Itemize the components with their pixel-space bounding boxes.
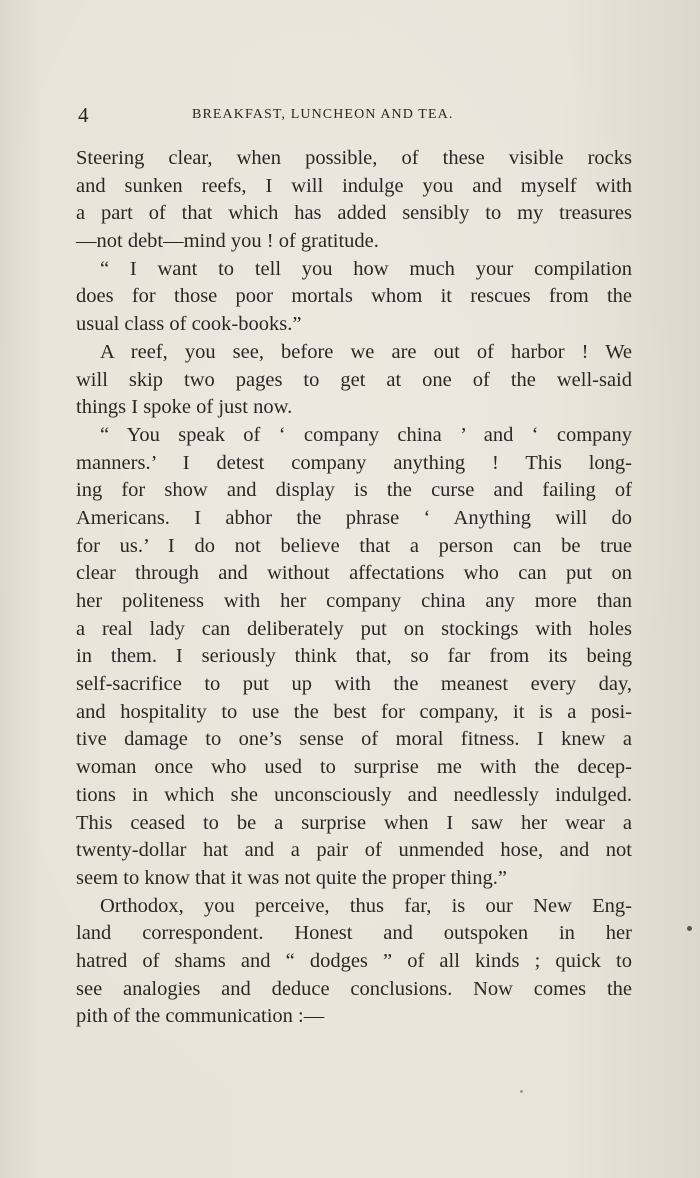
text-line: “ You speak of ‘ company china ’ and ‘ company — [100, 423, 632, 446]
text-line: a real lady can deliberately put on stockings with holes — [76, 617, 632, 640]
text-line: does for those poor mortals whom it rescues from the — [76, 285, 632, 308]
text-line: A reef, you see, before we are out of harbor ! We — [100, 340, 632, 363]
text-line: her politeness with her company china any more than — [76, 590, 632, 612]
text-line: tive damage to one’s sense of moral fitness. I knew a — [76, 728, 632, 751]
text-line: in them. I seriously think that, so far from its being — [76, 645, 632, 668]
text-line: clear through and without affectations who can put on — [76, 562, 632, 585]
ink-speck — [520, 1090, 523, 1093]
text-line: Steering clear, when possible, of these visible rocks — [76, 147, 632, 169]
text-line: seem to know that it was not quite the proper thing.” — [76, 866, 507, 889]
text-line: land correspondent. Honest and outspoken in her — [76, 922, 632, 945]
text-line: twenty-dollar hat and a pair of unmended hose, and not — [76, 839, 632, 862]
text-line: a part of that which has added sensibly to my treasures — [76, 202, 632, 225]
text-line: Orthodox, you perceive, thus far, is our New Eng- — [100, 894, 632, 917]
page-number: 4 — [78, 103, 89, 127]
body-text — [76, 145, 632, 1031]
text-line: tions in which she unconsciously and needlessly indulged. — [76, 783, 632, 806]
text-line: ing for show and display is the curse and failing of — [76, 479, 632, 502]
text-line: usual class of cook-books.” — [76, 313, 302, 336]
text-line: “ I want to tell you how much your compilation — [100, 257, 632, 280]
text-line: manners.’ I detest company anything ! This long- — [76, 451, 632, 474]
text-line: hatred of shams and “ dodges ” of all kinds ; quick to — [76, 949, 632, 972]
text-line: for us.’ I do not believe that a person can be true — [76, 534, 632, 557]
text-line: and hospitality to use the best for company, it is a posi- — [76, 700, 632, 723]
page-header — [78, 103, 634, 127]
text-line: woman once who used to surprise me with the decep- — [76, 756, 632, 779]
text-line: will skip two pages to get at one of the well-said — [76, 368, 632, 391]
running-title: BREAKFAST, LUNCHEON AND TEA. — [192, 107, 454, 122]
text-line: and sunken reefs, I will indulge you and myself with — [76, 174, 632, 197]
text-line: self-sacrifice to put up with the meanest every day, — [76, 673, 632, 696]
text-line: pith of the communication :— — [76, 1005, 325, 1028]
text-line: see analogies and deduce conclusions. Now comes the — [76, 977, 632, 1000]
text-line: things I spoke of just now. — [76, 396, 293, 419]
text-line: —not debt—mind you ! of gratitude. — [76, 230, 379, 253]
ink-speck — [687, 926, 692, 931]
text-line: This ceased to be a surprise when I saw her wear a — [76, 811, 632, 834]
text-line: Americans. I abhor the phrase ‘ Anything will do — [76, 506, 632, 529]
